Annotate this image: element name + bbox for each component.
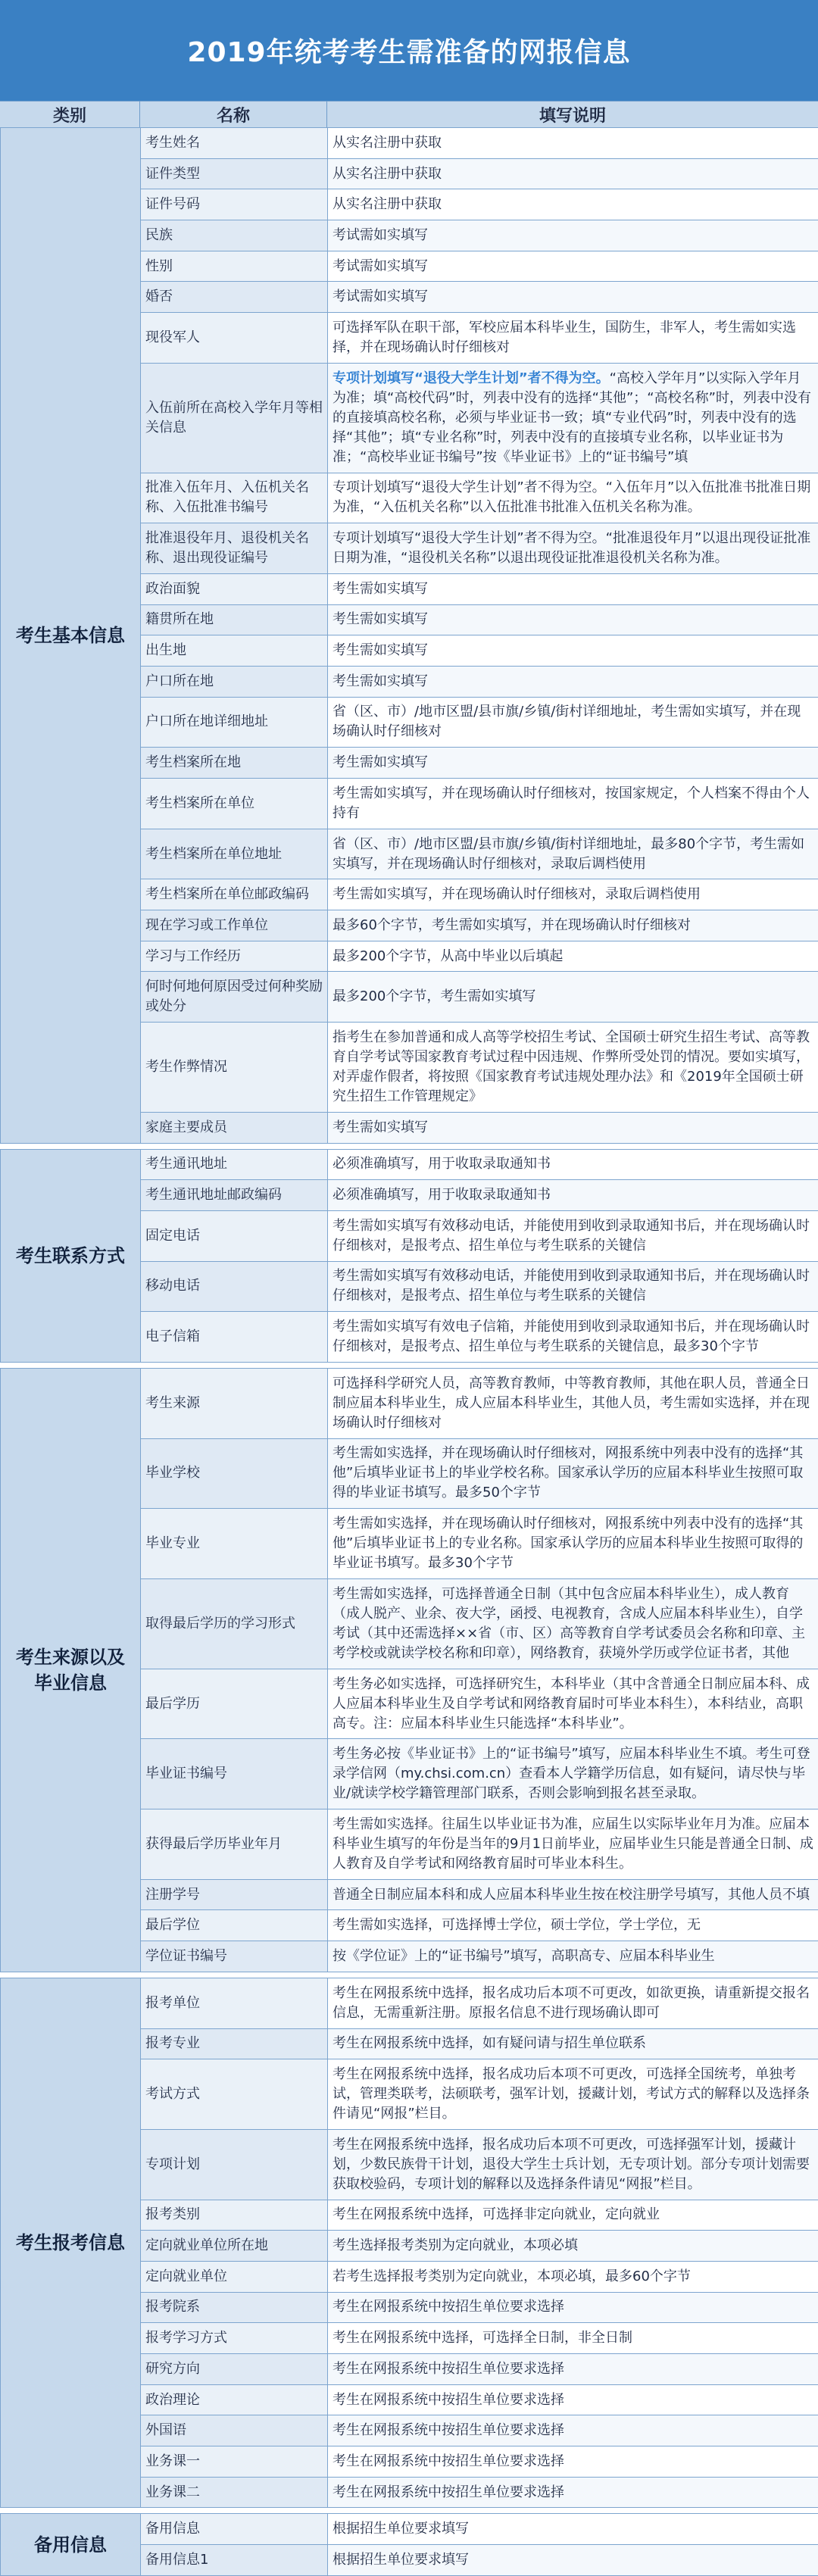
- desc-text: 可选择科学研究人员，高等教育教师，中等教育教师，其他在职人员，普通全日制应届本科毕业生，成人应届本科毕业生，其他人员，考生需如实选择，并在现场确认时仔细核对: [333, 1375, 810, 1431]
- field-name-cell: 学习与工作经历: [141, 941, 328, 972]
- field-desc-cell: [328, 1438, 818, 1509]
- desc-text: 考生在网报系统中按招生单位要求选择: [333, 2391, 564, 2408]
- field-desc-cell: [328, 1809, 818, 1880]
- section-gap: [1, 1143, 818, 1149]
- field-desc-cell: [328, 2231, 818, 2262]
- section-gap: [1, 1362, 818, 1368]
- field-desc-cell: [328, 2415, 818, 2446]
- desc-text: 省（区、市）/地市区盟/县市旗/乡镇/街村详细地址，最多80个字节，考生需如实填写，并在现场确认时仔细核对，录取后调档使用: [333, 835, 805, 872]
- desc-text: 考生在网报系统中选择，可选择非定向就业，定向就业: [333, 2206, 660, 2223]
- field-desc-cell: [328, 2292, 818, 2323]
- field-name-cell: 报考院系: [141, 2292, 328, 2323]
- field-name-cell: 考生通讯地址: [141, 1149, 328, 1180]
- field-desc-cell: [328, 282, 818, 313]
- desc-text: 考生在网报系统中按招生单位要求选择: [333, 2453, 564, 2469]
- field-name-cell: 取得最后学历的学习形式: [141, 1579, 328, 1669]
- field-name-cell: 固定电话: [141, 1210, 328, 1261]
- desc-text: 考生需如实填写: [333, 673, 428, 689]
- section-gap-cell: [1, 2508, 818, 2514]
- desc-text: 考生需如实填写有效移动电话，并能使用到收到录取通知书后，并在现场确认时仔细核对，是报考点、招生单位与考生联系的关键信: [333, 1268, 810, 1304]
- field-desc-cell: [328, 635, 818, 667]
- field-name-cell: 政治理论: [141, 2384, 328, 2415]
- desc-text: 考生在网报系统中选择，报名成功后本项不可更改，可选择全国统考，单独考试，管理类联考，法硕联考，强军计划，援藏计划，考试方式的解释以及选择条件请见“网报”栏目。: [333, 2066, 810, 2122]
- section-gap-cell: [1, 1362, 818, 1368]
- desc-text: 考试需如实填写: [333, 258, 428, 274]
- desc-text: 按《学位证》上的“证书编号”填写，高职高专、应届本科毕业生: [333, 1947, 715, 1964]
- desc-text: 可选择军队在职干部，军校应届本科毕业生，国防生，非军人，考生需如实选择，并在现场确认时仔细核对: [333, 319, 796, 355]
- desc-text: 考生需如实填写: [333, 642, 428, 659]
- section-gap-cell: [1, 1972, 818, 1978]
- desc-text: 考生需如实填写: [333, 754, 428, 771]
- section-gap-cell: [1, 1143, 818, 1149]
- field-name-cell: 现在学习或工作单位: [141, 910, 328, 941]
- field-name-cell: 考生通讯地址邮政编码: [141, 1180, 328, 1211]
- field-desc-cell: [328, 251, 818, 282]
- field-desc-cell: [328, 879, 818, 910]
- field-name-cell: 考生姓名: [141, 128, 328, 159]
- desc-text: 必须准确填写，用于收取录取通知书: [333, 1187, 551, 1204]
- desc-text: 最多60个字节，考生需如实填写，并在现场确认时仔细核对: [333, 916, 691, 933]
- field-name-cell: 入伍前所在高校入学年月等相关信息: [141, 363, 328, 473]
- desc-text: 考生在网报系统中按招生单位要求选择: [333, 2360, 564, 2377]
- field-name-cell: 业务课二: [141, 2477, 328, 2508]
- category-cell: 考生来源以及毕业信息: [1, 1368, 141, 1972]
- field-name-cell: 民族: [141, 220, 328, 251]
- field-desc-cell: [328, 1978, 818, 2028]
- field-name-cell: 报考类别: [141, 2200, 328, 2231]
- field-desc-cell: [328, 313, 818, 364]
- field-name-cell: 批准退役年月、退役机关名称、退出现役证编号: [141, 523, 328, 574]
- field-name-cell: 电子信箱: [141, 1312, 328, 1363]
- field-desc-cell: [328, 363, 818, 473]
- field-name-cell: 最后学位: [141, 1910, 328, 1941]
- field-desc-cell: [328, 128, 818, 159]
- desc-text: 普通全日制应届本科和成人应届本科毕业生按在校注册学号填写，其他人员不填: [333, 1886, 810, 1903]
- field-desc-cell: [328, 1312, 818, 1363]
- field-name-cell: 批准入伍年月、入伍机关名称、入伍批准书编号: [141, 473, 328, 523]
- field-desc-cell: [328, 779, 818, 829]
- field-desc-cell: [328, 1210, 818, 1261]
- field-name-cell: 备用信息1: [141, 2545, 328, 2576]
- field-desc-cell: [328, 2059, 818, 2130]
- field-name-cell: 现役军人: [141, 313, 328, 364]
- field-name-cell: 毕业证书编号: [141, 1739, 328, 1809]
- field-name-cell: 报考学习方式: [141, 2323, 328, 2354]
- table-row: [1, 1368, 818, 1438]
- desc-text: 考生需如实选择。往届生以毕业证书为准，应届生以实际毕业年月为准。应届本科毕业生填写的年份是当年的9月1日前毕业，应届毕业生只能是普通全日制、成人教育及自学考试和网络教育届时可毕业本科生。: [333, 1816, 813, 1872]
- field-name-cell: 报考专业: [141, 2028, 328, 2059]
- category-cell: 考生基本信息: [1, 128, 141, 1144]
- field-desc-cell: [328, 697, 818, 748]
- desc-text: 考生需如实填写，并在现场确认时仔细核对，按国家规定，个人档案不得由个人持有: [333, 785, 810, 821]
- field-name-cell: 获得最后学历毕业年月: [141, 1809, 328, 1880]
- field-desc-cell: [328, 523, 818, 574]
- desc-text: 考生需如实填写，并在现场确认时仔细核对，录取后调档使用: [333, 886, 701, 903]
- desc-text: 考生务必按《毕业证书》上的“证书编号”填写，应届本科毕业生不填。考生可登录学信网（my.chsi.com.cn）查看本人学籍学历信息，如有疑问，请尽快与毕业/就读学校学籍管理部门联系，否则会影响到报名甚至录取。: [333, 1746, 810, 1802]
- field-name-cell: 籍贯所在地: [141, 604, 328, 635]
- desc-text: 考生需如实填写: [333, 1119, 428, 1135]
- field-name-cell: 学位证书编号: [141, 1941, 328, 1972]
- field-name-cell: 政治面貌: [141, 573, 328, 604]
- field-desc-cell: [328, 473, 818, 523]
- field-desc-cell: [328, 1368, 818, 1438]
- table-row: [1, 1149, 818, 1180]
- table-header: [0, 101, 818, 129]
- desc-text: 考生在网报系统中选择，报名成功后本项不可更改，可选择强军计划，援藏计划，少数民族骨干计划，退役大学生士兵计划，无专项计划。部分专项计划需要获取校验码，专项计划的解释以及选择条件请见“网报”栏目。: [333, 2136, 810, 2192]
- field-name-cell: 户口所在地: [141, 666, 328, 697]
- field-desc-cell: [328, 1180, 818, 1211]
- field-desc-cell: [328, 2261, 818, 2292]
- field-name-cell: 何时何地何原因受过何种奖励或处分: [141, 972, 328, 1023]
- desc-text: 必须准确填写，用于收取录取通知书: [333, 1156, 551, 1172]
- field-name-cell: 专项计划: [141, 2129, 328, 2200]
- field-desc-cell: [328, 2129, 818, 2200]
- field-desc-cell: [328, 220, 818, 251]
- field-desc-cell: [328, 2514, 818, 2545]
- field-name-cell: 毕业学校: [141, 1438, 328, 1509]
- desc-text: 考生需如实选择，并在现场确认时仔细核对，网报系统中列表中没有的选择“其他”后填毕业证书上的毕业学校名称。国家承认学历的应届本科毕业生按照可取得的毕业证书填写。最多50个字节: [333, 1445, 804, 1501]
- field-desc-cell: [328, 1579, 818, 1669]
- desc-text: 考生需如实填写有效电子信箱，并能使用到收到录取通知书后，并在现场确认时仔细核对，是报考点、招生单位与考生联系的关键信息，最多30个字节: [333, 1319, 810, 1355]
- desc-text: 从实名注册中获取: [333, 134, 442, 151]
- desc-text: 若考生选择报考类别为定向就业，本项必填，最多60个字节: [333, 2268, 691, 2284]
- desc-text: 省（区、市）/地市区盟/县市旗/乡镇/街村详细地址，考生需如实填写，并在现场确认时仔细核对: [333, 704, 801, 740]
- header-desc: 填写说明: [539, 107, 606, 126]
- field-name-cell: 户口所在地详细地址: [141, 697, 328, 748]
- desc-text: 考生需如实填写: [333, 611, 428, 628]
- desc-text: 考生务必如实选择，可选择研究生，本科毕业（其中含普通全日制应届本科、成人应届本科毕业生及自学考试和网络教育届时可毕业本科生），本科结业，高职高专。注：应届本科毕业生只能选择“本科毕业”。: [333, 1675, 810, 1731]
- desc-text: 考生选择报考类别为定向就业，本项必填: [333, 2237, 578, 2254]
- desc-text: 考生在网报系统中选择，可选择全日制，非全日制: [333, 2330, 632, 2347]
- field-name-cell: 证件类型: [141, 158, 328, 189]
- field-name-cell: 报考单位: [141, 1978, 328, 2028]
- field-desc-cell: [328, 2446, 818, 2478]
- desc-text: “高校入学年月”以实际入学年月为准；填“高校代码”时，列表中没有的选择“其他”；“高校名称”时，列表中没有的直接填高校名称，必须与毕业证书一致；填“专业代码”时，列表中没有的选择“其他”；填“专业名称”时，列表中没有的直接填专业名称，以毕业证书为准；“高校毕业证书编号”按《毕业证书》上的“证书编号”填: [333, 370, 811, 465]
- desc-text: 从实名注册中获取: [333, 165, 442, 182]
- field-desc-cell: [328, 158, 818, 189]
- field-desc-cell: [328, 1023, 818, 1113]
- desc-text: 考生需如实选择，并在现场确认时仔细核对，网报系统中列表中没有的选择“其他”后填毕业证书上的专业名称。国家承认学历的应届本科毕业生按照可取得的毕业证书填写。最多30个字节: [333, 1516, 804, 1572]
- field-name-cell: 注册学号: [141, 1879, 328, 1910]
- section-gap: [1, 2508, 818, 2514]
- field-name-cell: 婚否: [141, 282, 328, 313]
- category-cell: 考生联系方式: [1, 1149, 141, 1362]
- field-name-cell: 考试方式: [141, 2059, 328, 2130]
- field-desc-cell: [328, 666, 818, 697]
- field-name-cell: 出生地: [141, 635, 328, 667]
- field-desc-cell: [328, 2200, 818, 2231]
- field-desc-cell: [328, 1149, 818, 1180]
- section-gap: [1, 1972, 818, 1978]
- field-name-cell: 定向就业单位: [141, 2261, 328, 2292]
- field-desc-cell: [328, 2323, 818, 2354]
- field-desc-cell: [328, 829, 818, 879]
- category-cell: 备用信息: [1, 2514, 141, 2575]
- field-desc-cell: [328, 2545, 818, 2576]
- field-desc-cell: [328, 2477, 818, 2508]
- category-cell: 考生报考信息: [1, 1978, 141, 2508]
- desc-text: 考生需如实填写: [333, 580, 428, 597]
- field-name-cell: 考生档案所在单位地址: [141, 829, 328, 879]
- desc-text: 考试需如实填写: [333, 226, 428, 243]
- desc-text: 根据招生单位要求填写: [333, 2551, 469, 2568]
- field-desc-cell: [328, 2384, 818, 2415]
- table-row: [1, 128, 818, 159]
- field-desc-cell: [328, 748, 818, 779]
- field-name-cell: 最后学历: [141, 1669, 328, 1739]
- field-desc-cell: [328, 910, 818, 941]
- desc-text: 考生在网报系统中选择，如有疑问请与招生单位联系: [333, 2035, 646, 2052]
- page-title: 2019年统考考生需准备的网报信息: [0, 0, 818, 101]
- field-name-cell: 毕业专业: [141, 1509, 328, 1579]
- desc-text: 考生需如实填写有效移动电话，并能使用到收到录取通知书后，并在现场确认时仔细核对，是报考点、招生单位与考生联系的关键信: [333, 1217, 810, 1254]
- field-desc-cell: [328, 189, 818, 220]
- field-name-cell: 考生作弊情况: [141, 1023, 328, 1113]
- header-name: 名称: [140, 101, 327, 128]
- desc-text: 考试需如实填写: [333, 289, 428, 305]
- field-desc-cell: [328, 1261, 818, 1312]
- desc-text: 考生需如实选择，可选择博士学位，硕士学位，学士学位，无: [333, 1917, 701, 1934]
- info-table-grid: [0, 127, 818, 2576]
- field-name-cell: 考生档案所在单位邮政编码: [141, 879, 328, 910]
- desc-text: 从实名注册中获取: [333, 196, 442, 213]
- field-name-cell: 研究方向: [141, 2354, 328, 2385]
- desc-text: 考生在网报系统中选择，报名成功后本项不可更改，如欲更换，请重新提交报名信息，无需重新注册。原报名信息不进行现场确认即可: [333, 1984, 810, 2021]
- field-name-cell: 考生档案所在地: [141, 748, 328, 779]
- field-desc-cell: [328, 1879, 818, 1910]
- field-desc-cell: [328, 1739, 818, 1809]
- header-category: 类别: [0, 101, 140, 128]
- field-name-cell: 移动电话: [141, 1261, 328, 1312]
- field-desc-cell: [328, 573, 818, 604]
- field-desc-cell: [328, 1112, 818, 1143]
- field-desc-cell: [328, 1669, 818, 1739]
- field-desc-cell: [328, 1941, 818, 1972]
- desc-text: 根据招生单位要求填写: [333, 2521, 469, 2537]
- field-name-cell: 考生来源: [141, 1368, 328, 1438]
- desc-text: 考生在网报系统中按招生单位要求选择: [333, 2299, 564, 2315]
- desc-text: 考生需如实选择，可选择普通全日制（其中包含应届本科毕业生），成人教育（成人脱产、业余、夜大学，函授、电视教育，含成人应届本科毕业生），自学考试（其中还需选择××省（市、区）高等教育自学考试委员会名称和印章、主考学校或就读学校名称和印章），网络教育，获境外学历或学位证书者，其他: [333, 1585, 806, 1661]
- field-desc-cell: [328, 604, 818, 635]
- field-name-cell: 家庭主要成员: [141, 1112, 328, 1143]
- field-name-cell: 业务课一: [141, 2446, 328, 2478]
- desc-text: 专项计划填写“退役大学生计划”者不得为空。“入伍年月”以入伍批准书批准日期为准，“入伍机关名称”以入伍批准书批准入伍机关名称为准。: [333, 479, 811, 516]
- desc-text: 考生在网报系统中按招生单位要求选择: [333, 2484, 564, 2500]
- info-table: [0, 127, 818, 2576]
- desc-text: 专项计划填写“退役大学生计划”者不得为空。“批准退役年月”以退出现役证批准日期为准，“退役机关名称”以退出现役证批准退役机关名称为准。: [333, 530, 811, 567]
- field-desc-cell: [328, 2354, 818, 2385]
- table-row: [1, 1978, 818, 2028]
- field-name-cell: 证件号码: [141, 189, 328, 220]
- desc-highlight: 专项计划填写“退役大学生计划”者不得为空。: [333, 370, 610, 386]
- field-desc-cell: [328, 941, 818, 972]
- field-name-cell: 外国语: [141, 2415, 328, 2446]
- field-desc-cell: [328, 1910, 818, 1941]
- field-name-cell: 备用信息: [141, 2514, 328, 2545]
- field-name-cell: 定向就业单位所在地: [141, 2231, 328, 2262]
- field-name-cell: 考生档案所在单位: [141, 779, 328, 829]
- field-name-cell: 性别: [141, 251, 328, 282]
- desc-text: 考生在网报系统中按招生单位要求选择: [333, 2422, 564, 2439]
- desc-text: 指考生在参加普通和成人高等学校招生考试、全国硕士研究生招生考试、高等教育自学考试等国家教育考试过程中因违规、作弊所受处罚的情况。要如实填写，对弄虚作假者，将按照《国家教育考试违规处理办法》和《2019年全国硕士研究生招生工作管理规定》: [333, 1029, 810, 1104]
- desc-text: 最多200个字节，考生需如实填写: [333, 988, 536, 1005]
- field-desc-cell: [328, 972, 818, 1023]
- desc-text: 最多200个字节，从高中毕业以后填起: [333, 948, 564, 964]
- table-row: [1, 2514, 818, 2545]
- field-desc-cell: [328, 2028, 818, 2059]
- field-desc-cell: [328, 1509, 818, 1579]
